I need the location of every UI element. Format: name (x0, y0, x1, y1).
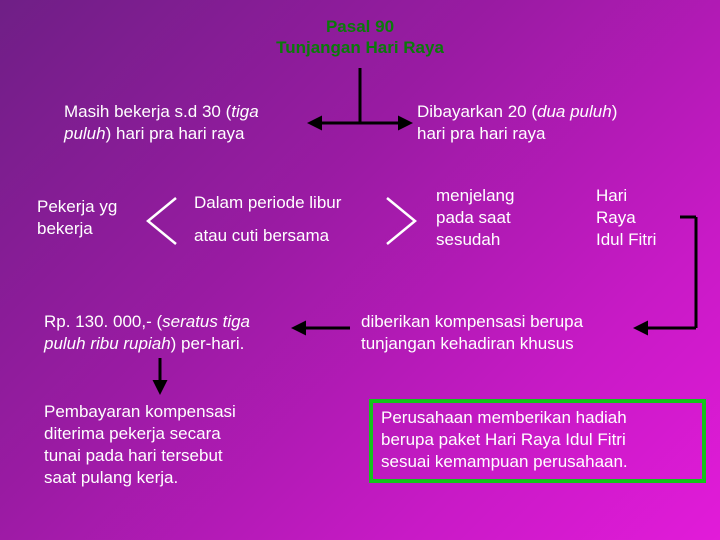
company-line-2: berupa paket Hari Raya Idul Fitri (381, 430, 626, 449)
worker-text (37, 196, 147, 240)
holiday-line-1: Hari (596, 186, 628, 205)
rate-pre: Rp. 130. 000,- ( (44, 312, 163, 331)
period-line-1: Dalam periode libur (194, 193, 342, 212)
rate-text (44, 311, 294, 355)
holiday-text (596, 185, 686, 251)
left-angle-bracket-icon (142, 194, 180, 248)
timing-line-3: sesudah (436, 230, 501, 249)
left-branch-text (64, 101, 334, 145)
right-branch-italic: dua puluh (537, 102, 612, 121)
left-branch-post: ) hari pra hari raya (105, 124, 245, 143)
payment-text (44, 401, 294, 489)
holiday-line-2: Raya (596, 208, 636, 227)
rate-italic-2: puluh ribu rupiah (44, 334, 171, 353)
left-branch-italic-2: puluh (64, 124, 106, 143)
left-branch-pre: Masih bekerja s.d 30 ( (64, 102, 232, 121)
right-branch-post: ) (611, 102, 618, 121)
holiday-line-3: Idul Fitri (596, 230, 657, 249)
period-text (194, 192, 394, 247)
company-line-1: Perusahaan memberikan hadiah (381, 408, 627, 427)
company-box (369, 399, 706, 483)
payment-line-2: diterima pekerja secara (44, 424, 221, 443)
right-angle-bracket-icon (383, 194, 421, 248)
timing-line-1: menjelang (436, 186, 515, 205)
right-branch-pre: Dibayarkan 20 ( (417, 102, 538, 121)
payment-line-1: Pembayaran kompensasi (44, 402, 236, 421)
payment-line-4: saat pulang kerja. (44, 468, 179, 487)
right-branch-line-2: hari pra hari raya (417, 124, 546, 143)
worker-line-1: Pekerja yg (37, 197, 118, 216)
compensation-line-1: diberikan kompensasi berupa (361, 312, 584, 331)
title-line-2: Tunjangan Hari Raya (276, 38, 444, 57)
left-branch-italic-1: tiga (231, 102, 259, 121)
title-line-1: Pasal 90 (325, 17, 395, 36)
rate-post: ) per-hari. (170, 334, 245, 353)
company-line-3: sesuai kemampuan perusahaan. (381, 452, 628, 471)
right-branch-text (417, 101, 677, 145)
compensation-line-2: tunjangan kehadiran khusus (361, 334, 574, 353)
worker-line-2: bekerja (37, 219, 93, 238)
period-line-2: atau cuti bersama (194, 226, 330, 245)
payment-line-3: tunai pada hari tersebut (44, 446, 223, 465)
timing-line-2: pada saat (436, 208, 511, 227)
compensation-text (361, 311, 641, 355)
timing-text (436, 185, 556, 251)
rate-italic-1: seratus tiga (162, 312, 251, 331)
